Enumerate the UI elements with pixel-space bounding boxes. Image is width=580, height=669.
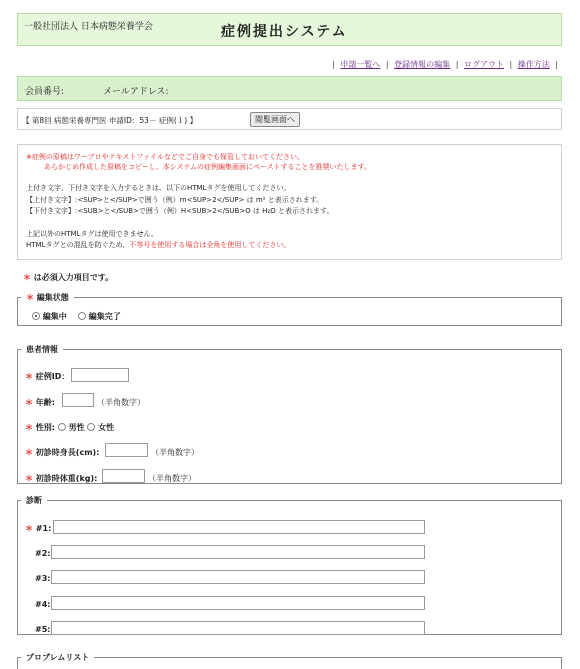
edit-status-legend-text: 編集状態: [36, 293, 69, 302]
notice-line-wrap: [26, 240, 290, 251]
patient-info-section: [17, 344, 562, 484]
edit-status-complete-radio[interactable]: [78, 312, 86, 320]
case-id-input[interactable]: [71, 368, 129, 382]
diagnosis-input-2[interactable]: [51, 545, 425, 559]
age-row: [25, 397, 55, 408]
preview-button[interactable]: 閲覧画面へ: [250, 112, 300, 127]
weight-label: 初診時体重(kg):: [35, 474, 98, 483]
case-header-bar: [17, 108, 562, 130]
sex-label: 性別:: [35, 423, 55, 432]
sex-male-label: 男性: [68, 423, 85, 432]
notice-line: あらかじめ作成した原稿をコピーし、本システムの症例編集画面にペーストすることを推奨いたします。: [44, 163, 371, 171]
instructions-box: [17, 144, 562, 260]
required-asterisk: ＊: [26, 293, 34, 302]
page-title: 症例提出システム: [221, 24, 348, 40]
diagnosis-row-5: [35, 625, 50, 634]
required-asterisk: ＊: [25, 524, 33, 533]
edit-status-complete-label: 編集完了: [88, 312, 121, 321]
required-note: [23, 272, 113, 283]
edit-status-editing-label: 編集中: [42, 312, 67, 321]
diagnosis-label-4: #4:: [35, 600, 51, 609]
height-hint-text: （半角数字）: [151, 448, 199, 457]
edit-status-options: [32, 311, 121, 322]
notice-line: 上付き文字、下付き文字を入力するときは、以下のHTMLタグを使用してください。: [26, 184, 291, 192]
diagnosis-label-1: #1:: [35, 524, 52, 533]
diagnosis-row-1: [25, 523, 51, 534]
weight-hint-text: （半角数字）: [148, 474, 196, 483]
nav-separator: |: [509, 60, 513, 69]
sex-row: [25, 422, 114, 433]
nav-link-logout[interactable]: ログアウト: [463, 60, 504, 69]
edit-status-editing-radio[interactable]: [32, 312, 40, 320]
edit-status-legend: [21, 292, 74, 303]
notice-line: 【下付き文字】:<SUB>と</SUB>で囲う（例）H<SUB>2</SUB>O は H₂O と表示されます。: [26, 207, 334, 215]
top-nav: [329, 59, 561, 70]
required-asterisk: ＊: [25, 474, 33, 483]
height-label: 初診時身長(cm):: [35, 448, 100, 457]
diagnosis-legend: 診断: [26, 496, 42, 505]
required-note-text: は必須入力項目です。: [33, 273, 114, 282]
notice-line: 上記以外のHTMLタグは使用できません。: [26, 230, 158, 238]
diagnosis-input-1[interactable]: [53, 520, 425, 534]
case-id-row: [25, 371, 69, 382]
case-id-label: 症例ID：: [35, 372, 70, 381]
sex-female-radio[interactable]: [87, 423, 95, 431]
age-hint-text: （半角数字）: [97, 398, 145, 407]
patient-info-legend: 患者情報: [26, 345, 58, 354]
member-number-label: 会員番号:: [25, 87, 65, 97]
email-label: メールアドレス:: [103, 87, 169, 97]
problem-list-legend: プロブレムリスト: [26, 653, 90, 662]
age-label: 年齢:: [35, 398, 55, 407]
required-asterisk: ＊: [25, 398, 33, 407]
required-asterisk: ＊: [25, 423, 33, 432]
height-row: [25, 447, 99, 458]
diagnosis-input-3[interactable]: [51, 570, 425, 584]
organization-name: 一般社団法人 日本病態栄養学会: [24, 22, 153, 32]
diagnosis-row-3: [35, 574, 50, 583]
notice-line: HTMLタグとの混乱を防ぐため、: [26, 241, 130, 249]
case-id-text: 【 第8回 病態栄養専門医 申請ID：53－ 症例(１) 】: [22, 116, 198, 125]
diagnosis-label-5: #5:: [35, 625, 51, 634]
weight-row: [25, 473, 97, 484]
site-header: [17, 13, 562, 46]
required-asterisk: ＊: [23, 273, 31, 282]
diagnosis-input-4[interactable]: [51, 596, 425, 610]
sex-male-radio[interactable]: [58, 423, 66, 431]
diagnosis-label-2: #2:: [35, 549, 51, 558]
diagnosis-row-4: [35, 600, 50, 609]
edit-status-section: [17, 292, 562, 326]
weight-hint: [148, 473, 196, 484]
diagnosis-label-3: #3:: [35, 574, 51, 583]
nav-separator: |: [385, 60, 389, 69]
nav-link-help[interactable]: 操作方法: [517, 60, 550, 69]
nav-separator: |: [555, 60, 558, 69]
required-asterisk: ＊: [25, 372, 33, 381]
nav-separator: |: [332, 60, 335, 69]
notice-line: ※症例の原稿はワープロやテキストファイルなどでご自身でも保管しておいてください。: [26, 153, 305, 161]
notice-line-warning: 不等号を使用する場合は全角を使用してください。: [129, 241, 291, 249]
height-input[interactable]: [105, 443, 148, 457]
nav-separator: |: [455, 60, 459, 69]
weight-input[interactable]: [102, 469, 145, 483]
nav-link-application-list[interactable]: 申請一覧へ: [340, 60, 381, 69]
sex-female-label: 女性: [98, 423, 115, 432]
height-hint: [151, 447, 199, 458]
notice-line: 【上付き文字】:<SUP>と</SUP>で囲う（例）m<SUP>2</SUP> は m² と表示されます。: [26, 196, 324, 204]
age-hint: [97, 397, 145, 408]
diagnosis-input-5[interactable]: [51, 621, 425, 635]
diagnosis-section: [17, 495, 562, 635]
age-input[interactable]: [62, 393, 94, 407]
nav-link-edit-registration[interactable]: 登録情報の編集: [394, 60, 451, 69]
diagnosis-row-2: [35, 549, 50, 558]
member-info-bar: [17, 76, 562, 101]
required-asterisk: ＊: [25, 448, 33, 457]
problem-list-section: [17, 652, 562, 669]
